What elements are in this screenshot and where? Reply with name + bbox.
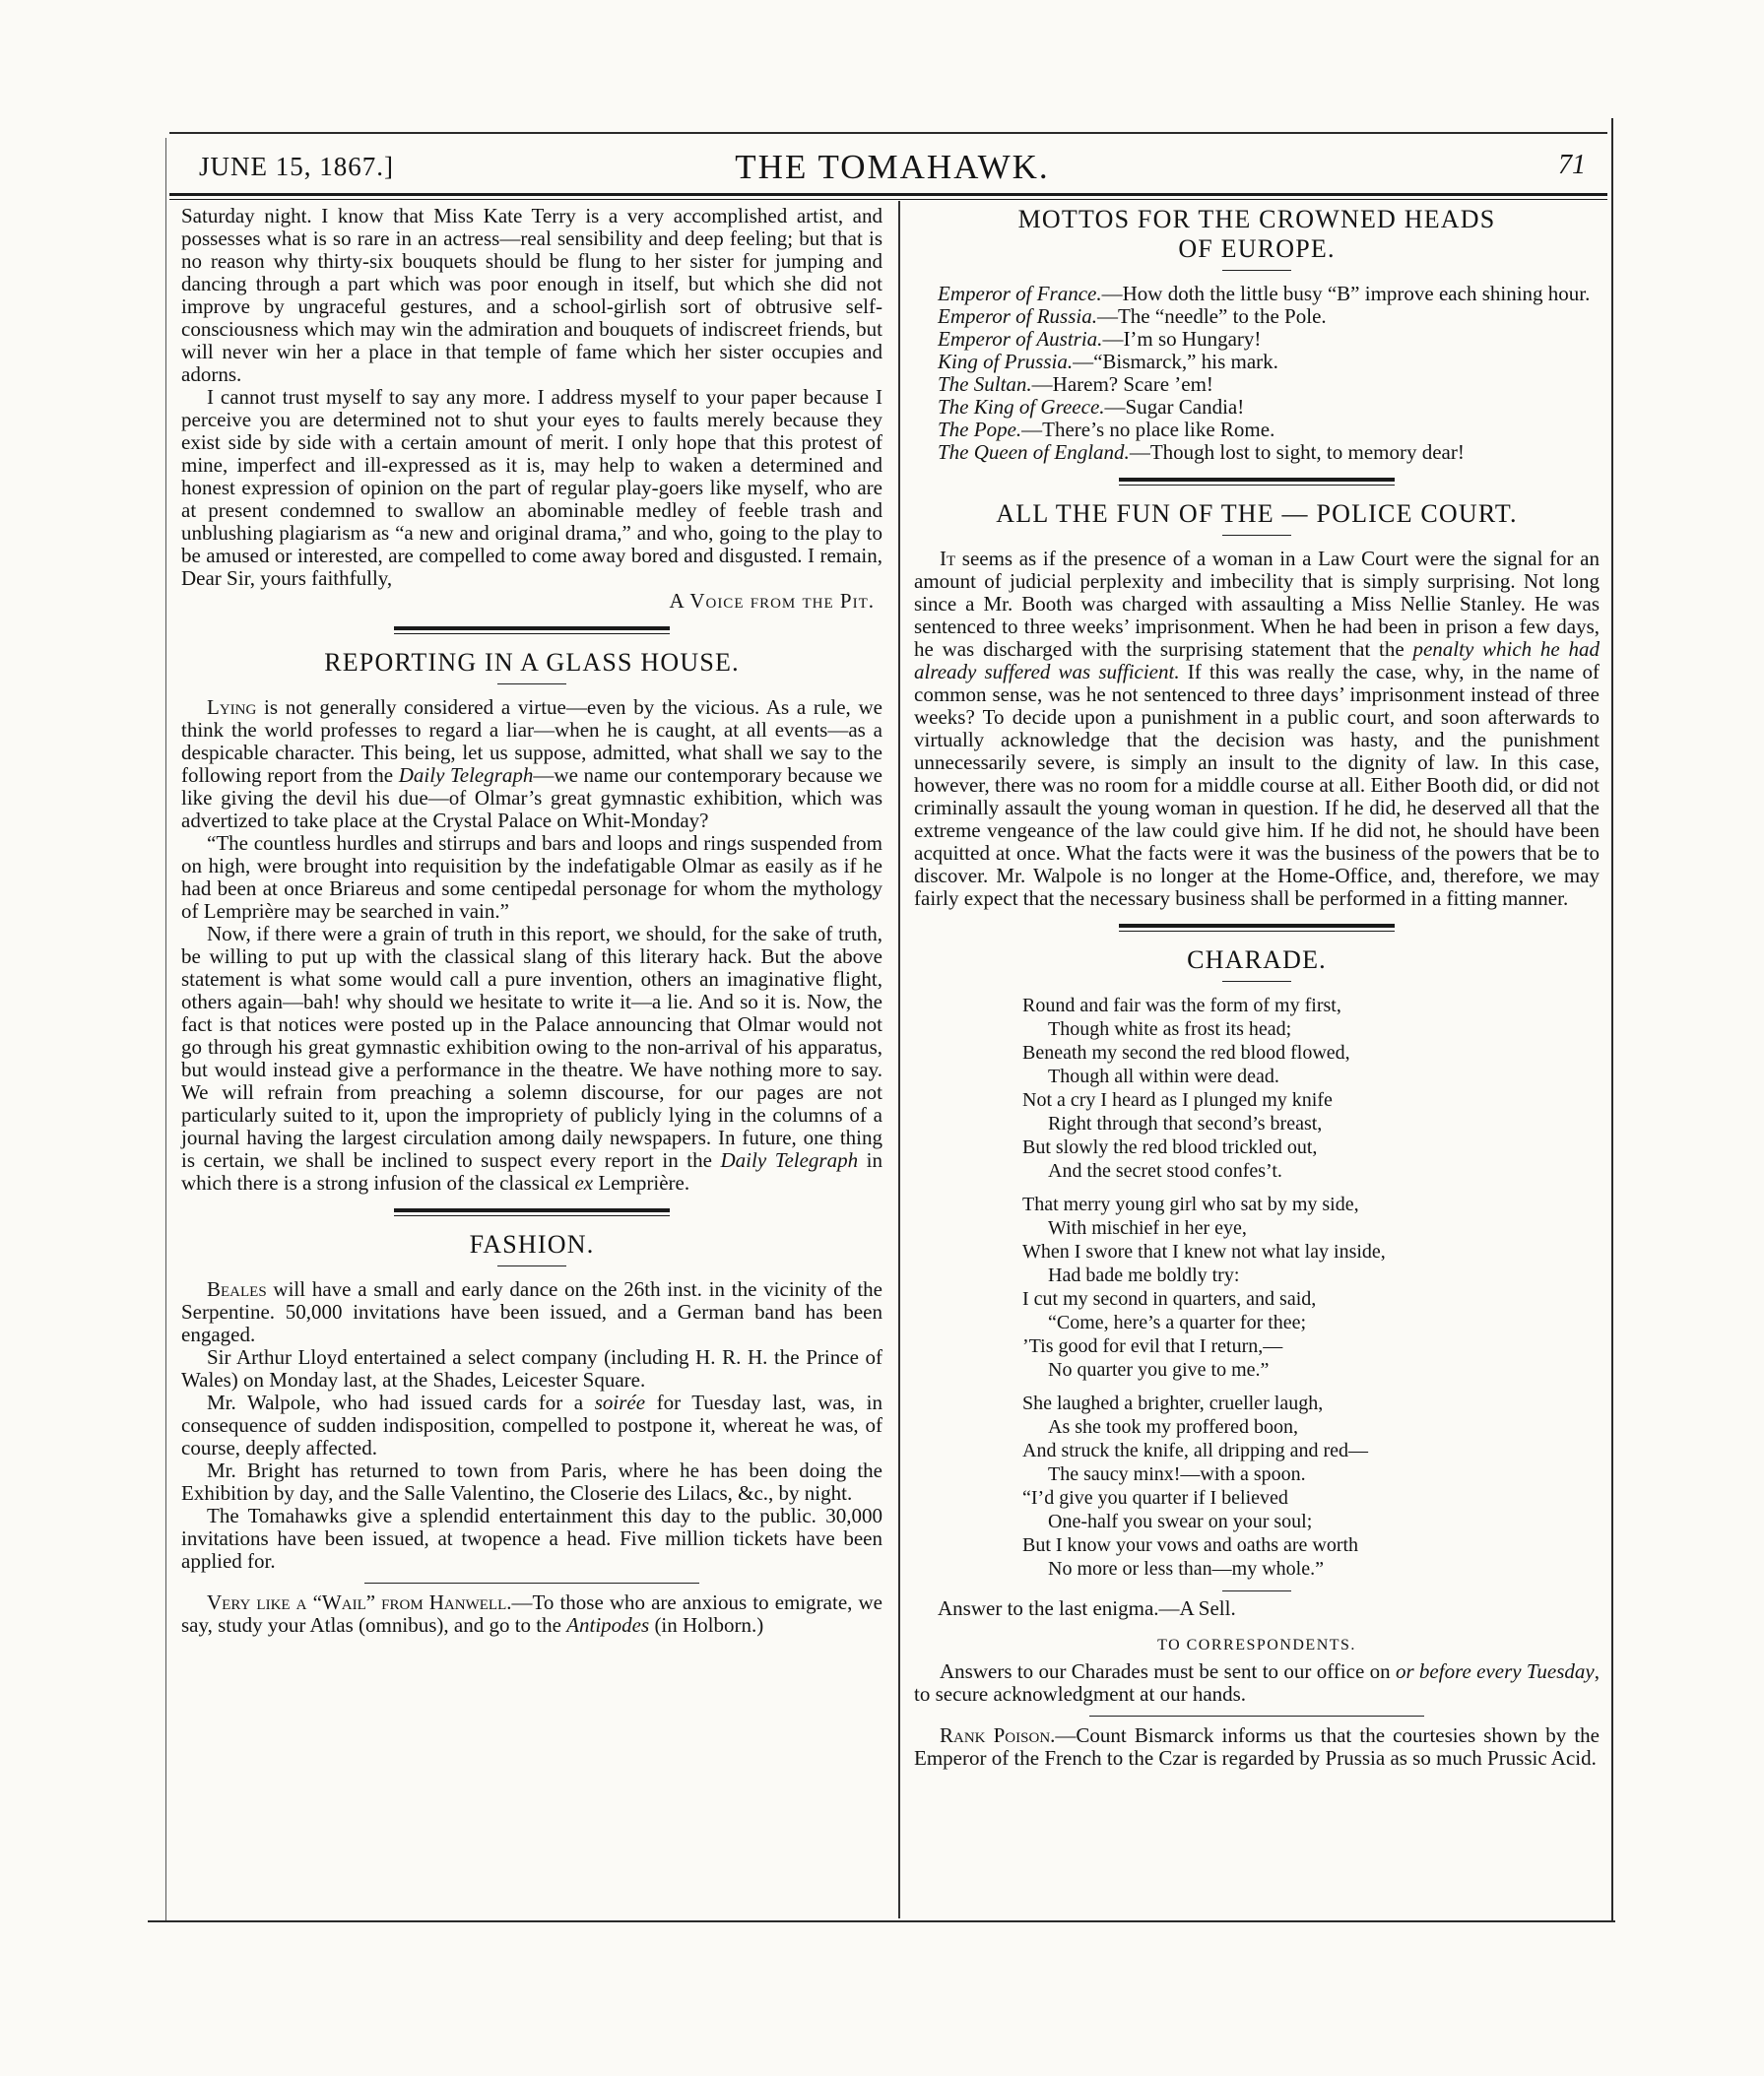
section-separator (1119, 478, 1395, 486)
poem-stanza (1022, 1392, 1600, 1581)
poem-line: “I’d give you quarter if I believed (1022, 1487, 1288, 1509)
poem-line: Round and fair was the form of my first, (1022, 995, 1341, 1016)
poem-line: With mischief in her eye, (1048, 1217, 1247, 1239)
section-title-mottos (914, 205, 1600, 264)
right-column (914, 205, 1600, 1770)
fashion-item: The Tomahawks give a splendid entertainment this day to the public. 30,000 invitations have been issued, at twopence a head. Five million tickets have been applied for. (181, 1504, 882, 1573)
title-rule (1222, 981, 1291, 982)
motto-text: —Though lost to sight, to memory dear! (1129, 440, 1465, 464)
left-column (181, 205, 882, 1637)
text-run: —Count Bismarck informs us that the courtesies shown by the Emperor of the French to the Czar is regarded by Prussia as so much Prussic Acid. (914, 1723, 1600, 1770)
motto-text: —The “needle” to the Pole. (1096, 304, 1327, 328)
correspondents-notice (914, 1660, 1600, 1706)
motto-text: —How doth the little busy “B” improve each shining hour. (1101, 282, 1591, 305)
text-run: —To those who are anxious to emigrate, we say, study your Atlas (omnibus), and go to the (181, 1590, 882, 1637)
poem-line: Not a cry I heard as I plunged my knife (1022, 1089, 1333, 1111)
poem-line: No quarter you give to me.” (1048, 1359, 1270, 1381)
text-run: is not generally considered a virtue—even by the vicious. As a rule, we think the world professes to regard a liar—when he is caught, at all events—as a despicable character. This being, let us suppose, admitted, what shall we say to the following report from the (181, 695, 882, 787)
charade-poem (1022, 994, 1600, 1581)
top-rule (169, 132, 1607, 134)
article-paragraph (914, 548, 1600, 910)
poem-line: That merry young girl who sat by my side, (1022, 1194, 1359, 1215)
section-separator (394, 1208, 670, 1216)
title-rule (1222, 1590, 1291, 1591)
motto-sovereign: Emperor of France. (938, 282, 1102, 305)
poem-line: No more or less than—my whole.” (1048, 1558, 1324, 1580)
motto-text: —“Bismarck,” his mark. (1073, 350, 1278, 373)
italic-phrase: or before every Tuesday (1395, 1659, 1595, 1683)
text-run: If this was really the case, why, in the name of common sense, was he not sentenced to three days’ imprisonment instead of three weeks? To decide upon a punishment in a public court, and soon afterwards to virtually acknowledge that the decision was hasty, and the punishment unnecessarily severe, is simply an insult to the dignity of law. In this case, however, there was no room for a middle course at all. Either Booth did, or did not criminally assault the young woman in question. If he did, he deserved all that the extreme vengeance of the law could give him. If he did not, he should have been acquitted at once. What the facts were it was the business of the powers that be to discover. Mr. Walpole is no longer at the Home-Office, and, therefore, we may fairly expect that the necessary business shall be performed in a fitting manner. (914, 660, 1600, 910)
header-rule (169, 193, 1607, 196)
motto-text: —Harem? Scare ’em! (1031, 372, 1213, 396)
poem-stanza (1022, 994, 1600, 1183)
motto-sovereign: The King of Greece. (938, 395, 1105, 419)
poem-stanza (1022, 1193, 1600, 1382)
text-run: in which there is a strong infusion of the classical (181, 1148, 882, 1195)
page-frame-left (165, 138, 166, 1920)
text-run: , to secure acknowledgment at our hands. (914, 1659, 1600, 1706)
motto-text: —I’m so Hungary! (1102, 327, 1262, 351)
poem-line: And struck the knife, all dripping and red— (1022, 1440, 1369, 1461)
letter-paragraph: I cannot trust myself to say any more. I address myself to your paper because I perceive you are determined not to shut your eyes to faults merely because they exist side by side with a certain amount of merit. I only hope that this protest of mine, imperfect and ill-expressed as it is, may help to waken a determined and honest expression of opinion on the part of regular play-goers like myself, who are at present condemned to swallow an abominable medley of feeble trash and unblushing plagiarism as “a new and original drama,” and who, going to the play to be amused or interested, are compelled to come away bored and disgusted. I remain, Dear Sir, yours faithfully, (181, 385, 882, 590)
poem-line: Had bade me boldly try: (1048, 1265, 1240, 1286)
text-run: for Tuesday last, was, in consequence of sudden indisposition, compelled to postpone it, whereat he was, of course, deeply affected. (181, 1391, 882, 1460)
wail-item (181, 1591, 882, 1637)
poem-line: And the secret stood confes’t. (1048, 1160, 1282, 1182)
item-heading: Rank Poison. (940, 1723, 1056, 1747)
motto-item (914, 441, 1600, 464)
motto-sovereign: The Sultan. (938, 372, 1032, 396)
letter-paragraph: Saturday night. I know that Miss Kate Terry is a very accomplished artist, and possesses what is so rare in an actress—real sensibility and deep feeling; but that is no reason why thirty-six bouquets should be flung to her sister for jumping and dancing through a part which was poor enough in itself, but which she did not improve by ungraceful gestures, and a school-girlish sort of obtrusive self-consciousness which may win the admiration and bouquets of indiscreet friends, but will never win her a place in that temple of fame which her sister occupies and adorns. (181, 204, 882, 386)
poem-line: The saucy minx!—with a spoon. (1048, 1463, 1306, 1485)
italic-word: ex (574, 1171, 594, 1195)
title-line: OF EUROPE. (1178, 234, 1336, 263)
section-title-charade: CHARADE. (1187, 945, 1327, 974)
page-frame-right (1611, 118, 1613, 1920)
fashion-item: Sir Arthur Lloyd entertained a select company (including H. R. H. the Prince of Wales) on Monday last, at the Shades, Leicester Square. (181, 1345, 882, 1392)
motto-sovereign: The Pope. (938, 418, 1022, 441)
enigma-answer: Answer to the last enigma.—A Sell. (938, 1596, 1236, 1620)
issue-date: JUNE 15, 1867.] (199, 152, 394, 181)
text-run: Now, if there were a grain of truth in this report, we should, for the sake of truth, be willing to put up with the classical slang of this literary hack. But the above statement is what some would call a pure invention, others an imaginative flight, others again—bah! why should we hesitate to write it—a lie. And so it is. Now, the fact is that notices were posted up in the Palace announcing that Olmar would not go through his great gymnastic exhibition owing to the non-arrival of his apparatus, but would instead give a performance in the theatre. We have nothing more to say. We will refrain from preaching a solemn discourse, for our pages are not particularly suited to it, upon the impropriety of publicly lying in the columns of a journal having the largest circulation among daily newspapers. In future, one thing is certain, we shall be inclined to suspect every report in the (181, 922, 882, 1172)
newspaper-name: Daily Telegraph (720, 1148, 859, 1172)
poem-line: As she took my proffered boon, (1048, 1416, 1299, 1438)
text-run: Answers to our Charades must be sent to our office on (940, 1659, 1396, 1683)
title-rule (1222, 535, 1291, 536)
quoted-report: “The countless hurdles and stirrups and bars and loops and rings suspended from on high, were brought into requisition by the indefatigable Olmar as easily as if he had been at once Briareus and some centipedal personage for whom the mythology of Lemprière may be searched in vain.” (181, 831, 882, 923)
poem-line: When I swore that I knew not what lay inside, (1022, 1241, 1386, 1263)
section-title-police: ALL THE FUN OF THE — POLICE COURT. (996, 499, 1518, 528)
header-rule-thin (169, 199, 1607, 200)
article-paragraph (181, 696, 882, 832)
mottos-list (914, 283, 1600, 464)
poem-line: Though white as frost its head; (1048, 1018, 1292, 1040)
bottom-rule (148, 1920, 1615, 1922)
text-run: seems as if the presence of a woman in a Law Court were the signal for an amount of judicial perplexity and imbecility that is simply surprising. Not long since a Mr. Booth was charged with assaulting a Miss Nellie Stanley. He was sentenced to three weeks’ imprisonment. When he had been in prison a few days, he was discharged with the surprising statement that the (914, 547, 1600, 661)
title-line: MOTTOS FOR THE CROWNED HEADS (1017, 205, 1496, 233)
page-number: 71 (1558, 150, 1586, 180)
motto-item (914, 328, 1600, 351)
motto-text: —Sugar Candia! (1104, 395, 1245, 419)
motto-text: —There’s no place like Rome. (1021, 418, 1275, 441)
title-rule (497, 1265, 566, 1266)
motto-item (914, 419, 1600, 441)
correspondents-heading: TO CORRESPONDENTS. (1157, 1637, 1356, 1654)
poem-line: She laughed a brighter, crueller laugh, (1022, 1393, 1324, 1414)
fashion-item: Mr. Bright has returned to town from Paris, where he has been doing the Exhibition by day, and the Salle Valentino, the Closerie des Lilacs, &c., by night. (181, 1459, 882, 1505)
italic-word: Antipodes (566, 1613, 650, 1637)
poem-line: But slowly the red blood trickled out, (1022, 1136, 1318, 1158)
italic-word: soirée (594, 1391, 646, 1414)
poem-line: One-half you swear on your soul; (1048, 1511, 1313, 1532)
fashion-item (181, 1278, 882, 1346)
poem-line: Beneath my second the red blood flowed, (1022, 1042, 1350, 1064)
motto-item (914, 351, 1600, 373)
quoted-statement: penalty which he had already suffered was sufficient. (914, 637, 1601, 683)
item-separator (1089, 1716, 1424, 1717)
motto-sovereign: Emperor of Russia. (938, 304, 1097, 328)
fashion-item (181, 1392, 882, 1460)
motto-item (914, 396, 1600, 419)
letter-signature: A Voice from the Pit. (669, 589, 875, 613)
section-title-fashion: FASHION. (469, 1230, 595, 1259)
motto-item (914, 373, 1600, 396)
lead-word: Beales (207, 1277, 267, 1301)
motto-item (914, 305, 1600, 328)
item-separator (364, 1583, 699, 1584)
lead-word: It (940, 547, 956, 570)
poem-line: I cut my second in quarters, and said, (1022, 1288, 1317, 1310)
title-rule (1222, 270, 1291, 271)
text-run: will have a small and early dance on the 26th inst. in the vicinity of the Serpentine. 50,000 invitations have been issued, and a German band has been engaged. (181, 1277, 882, 1346)
section-separator (1119, 924, 1395, 932)
text-run: Mr. Walpole, who had issued cards for a (207, 1391, 595, 1414)
item-heading: Very like a “Wail” from Hanwell. (207, 1590, 512, 1614)
motto-sovereign: King of Prussia. (938, 350, 1074, 373)
motto-item (914, 283, 1600, 305)
poem-line: Though all within were dead. (1048, 1066, 1279, 1087)
motto-sovereign: Emperor of Austria. (938, 327, 1103, 351)
text-run: Lemprière. (593, 1171, 690, 1195)
poem-line: Right through that second’s breast, (1048, 1113, 1323, 1135)
masthead-title: THE TOMAHAWK. (735, 148, 1050, 186)
column-divider (898, 201, 900, 1918)
section-title-reporting: REPORTING IN A GLASS HOUSE. (324, 648, 740, 677)
newspaper-name: Daily Telegraph (398, 763, 534, 787)
lead-word: Lying (207, 695, 257, 719)
page-header (169, 146, 1615, 189)
text-run: (in Holborn.) (649, 1613, 764, 1637)
text-run: —we name our contemporary because we like giving the devil his due—of Olmar’s great gymnastic exhibition, which was advertized to take place at the Crystal Palace on Whit-Monday? (181, 763, 883, 832)
motto-sovereign: The Queen of England. (938, 440, 1130, 464)
title-rule (497, 683, 566, 684)
poem-line: ’Tis good for evil that I return,— (1022, 1335, 1283, 1357)
poem-line: “Come, here’s a quarter for thee; (1048, 1312, 1307, 1333)
poem-line: But I know your vows and oaths are worth (1022, 1534, 1359, 1556)
section-separator (394, 626, 670, 634)
rank-poison-item (914, 1724, 1600, 1770)
article-paragraph (181, 923, 882, 1195)
